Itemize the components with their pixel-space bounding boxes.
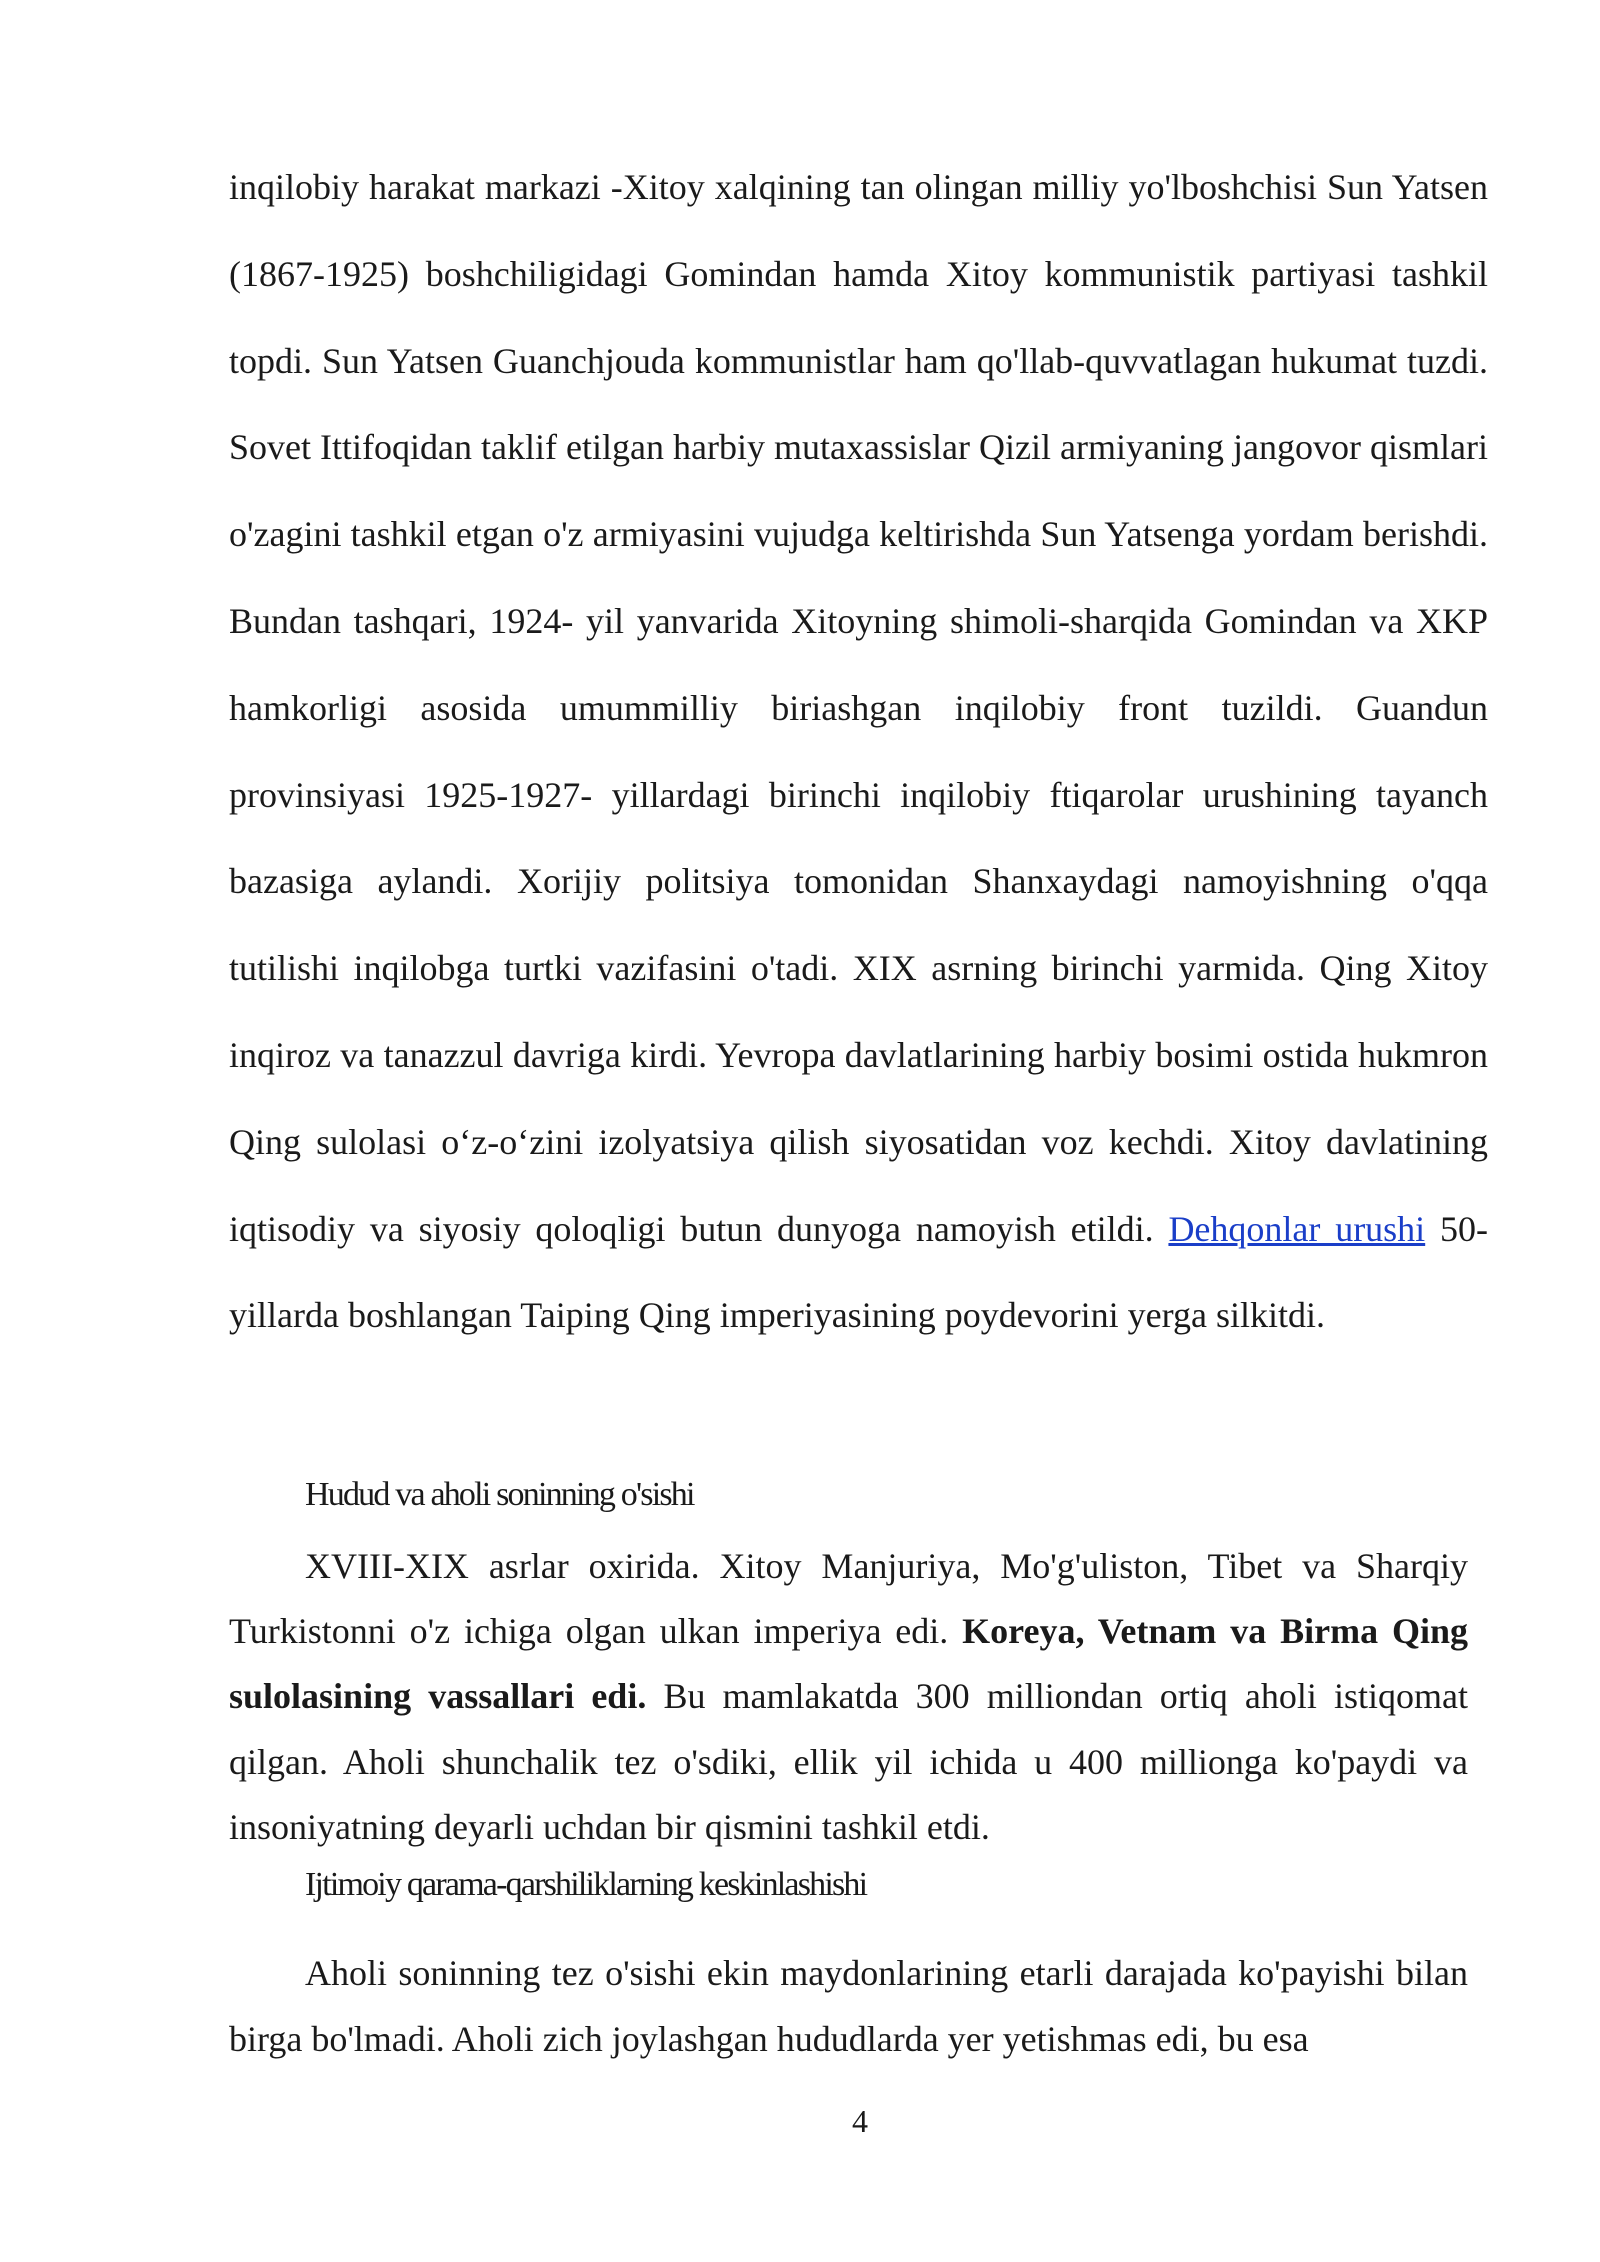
page-number: 4 [852,2103,868,2139]
paragraph-text: Aholi soninning tez o'sishi ekin maydonlarining etarli darajada ko'payishi bilan birga bo'lmadi. Aholi zich joylashgan hududlarda yer yetishmas edi, bu esa [229,1953,1468,2059]
paragraph-text-end: 50-yillarda boshlangan Taiping Qing imperiyasining poydevorini yerga silkitdi. [229,1208,1488,1336]
section-heading-population: Hudud va aholi soninning o'sishi [305,1476,694,1513]
section-paragraph-population [229,1534,1468,1860]
paragraph-text-start: XVIII-XIX asrlar oxirida. Xitoy Manjuriya, Mo'g'uliston, Tibet va Sharqiy Turkistonni o'z ichiga olgan ulkan imperiya edi. [229,1546,1468,1652]
section-heading-social: Ijtimoiy qarama-qarshiliklarning keskinlashishi [305,1866,867,1903]
section-paragraph-social [229,1941,1468,2072]
paragraph-text-start: inqilobiy harakat markazi -Xitoy xalqining tan olingan milliy yo'lboshchisi Sun Yatsen (1867-1925) boshchiligidagi Gomindan hamda Xitoy kommunistik partiyasi tashkil topdi. Sun Yatsen Guanchjouda kommunistlar ham qo'llab-quvvatlagan hukumat tuzdi. Sovet Ittifoqidan taklif etilgan harbiy mutaxassislar Qizil armiyaning jangovor qismlari o'zagini tashkil etgan o'z armiyasini vujudga keltirishda Sun Yatsenga yordam berishdi. Bundan tashqari, 1924- yil yanvarida Xitoyning shimoli-sharqida Gomindan va XKP hamkorligi asosida umummilliy biriashgan inqilobiy front tuzildi. Guandun provinsiyasi 1925-1927- yillardagi birinchi inqilobiy ftiqarolar urushining tayanch bazasiga aylandi. Xorijiy politsiya tomonidan Shanxaydagi namoyishning o'qqa tutilishi inqilobga turtki vazifasini o'tadi. XIX asrning birinchi yarmida. Qing Xitoy inqiroz va tanazzul davriga kirdi. Yevropa davlatlarining harbiy bosimi ostida hukmron Qing sulolasi o‘z-o‘zini izolyatsiya qilish siyosatidan voz kechdi. Xitoy davlatining iqtisodiy va siyosiy qoloqligi butun dunyoga namoyish etildi. [229,167,1488,1249]
body-paragraph [229,144,1488,1359]
paragraph-text [229,1534,1468,1860]
bold-statement: Koreya, Vetnam va Birma Qing sulolasining vassallari edi. [229,1611,1469,1717]
dehqonlar-urushi-link[interactable]: Dehqonlar urushi [1168,1208,1426,1249]
paragraph-text [229,144,1488,1359]
paragraph-text-end: Bu mamlakatda 300 milliondan ortiq aholi istiqomat qilgan. Aholi shunchalik tez o'sdiki, ellik yil ichida u 400 millionga ko'paydi va insoniyatning deyarli uchdan bir qismini tashkil etdi. [229,1676,1468,1847]
